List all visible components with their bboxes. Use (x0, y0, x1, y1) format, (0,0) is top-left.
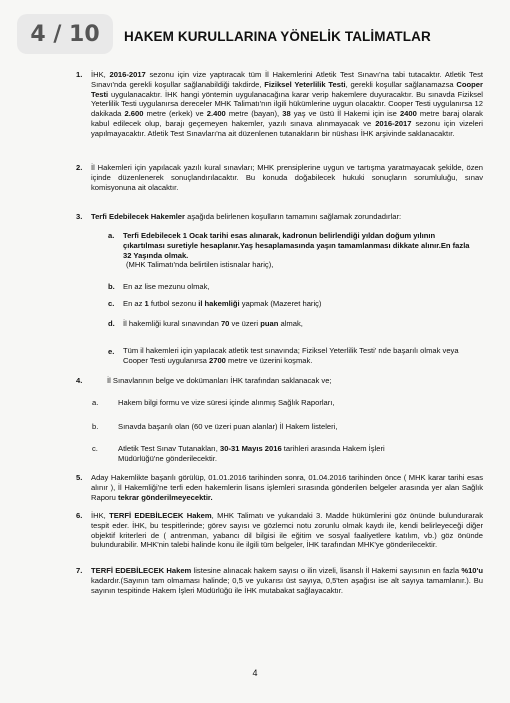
item-number: 2. (76, 163, 83, 172)
item-text: İl Sınavlarının belge ve dokümanları İHK tarafından saklanacak ve; (107, 376, 332, 385)
sub-item-text: Hakem bilgi formu ve vize süresi içinde alınmış Sağlık Raporları, (118, 398, 335, 407)
item-number: 1. (76, 70, 83, 79)
sub-item-letter: a. (92, 398, 99, 407)
item-number: 5. (76, 473, 83, 482)
sub-item-letter: a. (108, 231, 115, 240)
item-text: Terfi Edebilecek Hakemler aşağıda belirlenen koşulların tamamını sağlamak zorundadırlar: (91, 212, 402, 221)
page-indicator-badge: 4 / 10 (17, 14, 113, 54)
item-text: İHK, 2016-2017 sezonu için vize yaptıracak tüm İl Hakemlerini Atletik Test Sınavı'na tabi tutacaktır. Atletik Test Sınavı'nda gerekli koşullar sağlanabildiği takdirde, Fiziksel Yeterlilik Testi, gerekli koşullar sağlanamazsa Cooper Testi uygulanacaktır. İHK hangi yöntemin uygulanacağına karar verip hakemlere duyuracaktır. Bu sınavda Fiziksel Yeterlilik Testi uygulanırsa dereceler MHK Talimatı'nın ilgili hükümlerine uygun olacaktır. Cooper Testi uygulanırsa 12 dakikada 2.600 metre (erkek) ve 2.400 metre (bayan), 38 yaş ve üstü İl Hakemi için ise 2400 metre baraj olarak kabul edilecek olup, barajı geçemeyen hakemler, yazılı sınava alınmayacak ve 2016-2017 sezonu için vizeleri yapılmayacaktır. Atletik Test Sınavları'na ait düzenlenen tutanakların bir nüshası İHK arşivinde saklanacaktır. (91, 70, 483, 138)
sub-item-text: Sınavda başarılı olan (60 ve üzeri puan alanlar) İl Hakem listeleri, (118, 422, 338, 431)
sub-item-letter: b. (92, 422, 99, 431)
item-number: 7. (76, 566, 83, 575)
item-text: TERFİ EDEBİLECEK Hakem listesine alınacak hakem sayısı o ilin vizeli, lisanslı İl Hakemi sayısının en fazla %10'u kadardır.(Sayının tam olmaması halinde; 0,5 ve yukarısı üst sayıya, 0,5'ten aşağısı ise alt sayıya tamamlanır.). Bu sayının tespitinde Hakem İşleri Müdürlüğü ile İHK mutabakat sağlayacaktır. (91, 566, 483, 595)
document-title: HAKEM KURULLARINA YÖNELİK TALİMATLAR (124, 29, 431, 44)
sub-item-letter: d. (108, 319, 115, 328)
sub-item-letter: c. (108, 299, 115, 308)
sub-item-text: Terfi Edebilecek 1 Ocak tarihi esas alınarak, kadronun belirlendiği yıldan doğum yılının çıkartılması suretiyle hesaplanır.Yaş hesaplamasında yaşın tamamlanması dikkate alınır.En fazla 32 Yaşında olmak. (MHK Talimatı'nda belirtilen istisnalar hariç), (123, 231, 470, 270)
sub-item-text: En az lise mezunu olmak, (123, 282, 210, 291)
item-text: İl Hakemleri için yapılacak yazılı kural sınavları; MHK prensiplerine uygun ve tartışma yaratmayacak şekilde, özen içinde düzenlenerek sonuçlandırılacaktır. Bu konuda doğabilecek hukuki sonuçların sorumluluğu, sınav komisyonuna ait olacaktır. (91, 163, 483, 192)
sub-item-letter: b. (108, 282, 115, 291)
sub-item-text: Atletik Test Sınav Tutanakları, 30-31 Mayıs 2016 tarihleri arasında Hakem İşleri Müdürlüğü'ne gönderilecektir. (118, 444, 385, 463)
sub-item-text: En az 1 futbol sezonu il hakemliği yapmak (Mazeret hariç) (123, 299, 322, 308)
sub-item-letter: c. (92, 444, 98, 453)
sub-item-text: Tüm il hakemleri için yapılacak atletik test sınavında; Fiziksel Yeterlilik Testi' nde başarılı olmak veya Cooper Testi uygulanırsa 2700 metre ve üzerini koşmak. (123, 346, 459, 365)
item-number: 3. (76, 212, 83, 221)
sub-item-letter: e. (108, 347, 115, 356)
item-number: 4. (76, 376, 83, 385)
page-number: 4 (252, 668, 258, 678)
item-number: 6. (76, 511, 83, 520)
item-text: Aday Hakemlikte başarılı görülüp, 01.01.2016 tarihinden sonra, 01.04.2016 tarihinden önce ( MHK karar tarihi esas alınır ), İl Hakemliği'ne terfi eden hakemlerin lisans işlemleri sırasında gönderilen belgeler arasında yer alan Sağlık Raporu tekrar gönderilmeyecektir. (91, 473, 483, 502)
item-text: İHK, TERFİ EDEBİLECEK Hakem, MHK Talimatı ve yukarıdaki 3. Madde hükümlerini göz önünde bulundurarak tespit eder. İHK, bu tespitlerinde; görev sayısı ve gözlemci notu zorunlu olmak kaydı ile, kendi belirleyeceği diğer objektif kriterleri de ( antrenman, yabancı dil bilgisi ile eğitim ve sosyal faaliyetlere katılım, vb.) göz önünde bulundurabilir. MHK'nin talebi halinde konu ile ilgili tüm belgeler, İHK tarafından MHK'ye gönderilecektir. (91, 511, 483, 550)
sub-item-text: İl hakemliği kural sınavından 70 ve üzeri puan almak, (123, 319, 303, 328)
